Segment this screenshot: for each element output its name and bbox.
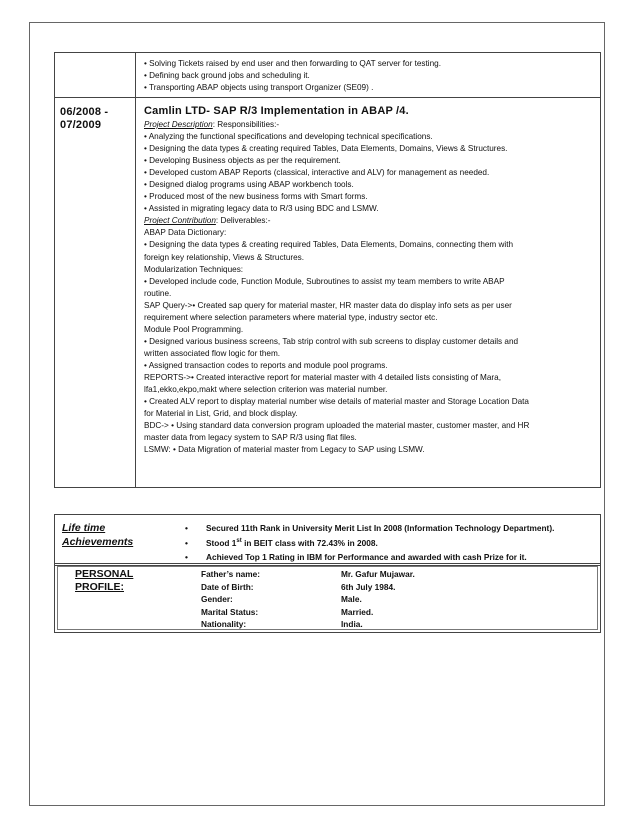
column-divider: [135, 53, 136, 487]
achievement-text-part: in BEIT class with 72.43% in 2008.: [241, 537, 378, 548]
personal-key: Nationality:: [201, 619, 247, 630]
personal-value: 6th July 1984.: [341, 581, 396, 592]
responsibility-item: • Assisted in migrating legacy data to R/3 using BDC and LSMW.: [144, 204, 379, 214]
achievement-text-part: Stood 1: [206, 537, 237, 548]
deliverable-line: master data from legacy system to SAP R/3 using flat files.: [144, 433, 357, 443]
project-date: [60, 106, 108, 132]
deliverable-line: written associated flow logic for them.: [144, 348, 281, 358]
row-divider: [55, 97, 600, 98]
deliverable-line: • Designed various business screens, Tab strip control with sub screens to display customer details and: [144, 336, 519, 346]
personal-profile-inner-border: [57, 566, 598, 630]
deliverable-line: • Developed include code, Function Module, Subroutines to assist my team members to write ABAP: [144, 276, 505, 286]
project-date-end: 07/2009: [60, 119, 102, 131]
personal-key: Father’s name:: [201, 569, 261, 579]
deliverable-line: REPORTS->• Created interactive report for material master with 4 detailed lists consisting of Mara,: [144, 372, 501, 382]
responsibility-item: • Analyzing the functional specifications and developing technical specifications.: [144, 132, 433, 142]
personal-label-line2: PROFILE:: [75, 580, 124, 593]
deliverable-line: • Created ALV report to display material number wise details of material master and Storage Location Data: [144, 397, 529, 407]
deliverable-line: for Material in List, Grid, and block display.: [144, 409, 298, 419]
deliverable-line: • Designing the data types & creating required Tables, Data Elements, Domains, connecting them with: [144, 240, 514, 250]
achievements-label-line1: Life time: [62, 522, 106, 534]
project-continued-cell: [144, 58, 596, 94]
project-date-start: 06/2008 -: [60, 106, 109, 118]
deliverable-line: SAP Query->• Created sap query for material master, HR master data do display info sets as per user: [144, 300, 512, 310]
responsibility-item: • Designed dialog programs using ABAP workbench tools.: [144, 180, 354, 190]
responsibility-item: • Produced most of the new business forms with Smart forms.: [144, 192, 368, 202]
achievements-list: [185, 521, 554, 565]
achievement-item: [185, 536, 554, 551]
achievement-item: [185, 521, 554, 536]
project-description-label: Project Description: [144, 120, 213, 129]
bullet-icon: •: [185, 552, 188, 562]
personal-value: India.: [341, 619, 363, 630]
responsibility-item: • Developed custom ABAP Reports (classical, interactive and ALV) for management as needed.: [144, 168, 490, 178]
bullet-icon: •: [185, 537, 188, 548]
project-description-heading: [144, 119, 596, 131]
personal-label-line1: PERSONAL: [75, 568, 134, 580]
project-continued-line: • Defining back ground jobs and scheduling it.: [144, 71, 310, 81]
deliverable-line: LSMW: • Data Migration of material master from Legacy to SAP using LSMW.: [144, 445, 425, 455]
personal-key: Date of Birth:: [201, 581, 254, 592]
personal-value: Mr. Gafur Mujawar.: [341, 569, 415, 579]
personal-key: Gender:: [201, 594, 233, 605]
project-table: [54, 52, 601, 488]
bullet-icon: •: [185, 523, 188, 533]
personal-value: Male.: [341, 594, 362, 605]
personal-value: Married.: [341, 606, 374, 617]
personal-key: Marital Status:: [201, 606, 259, 617]
project-contribution-heading: [144, 215, 596, 227]
deliverable-line: requirement where selection parameters where material type, industry sector etc.: [144, 312, 438, 322]
deliverable-line: lfa1,ekko,ekpo,makt where selection criterion was material number.: [144, 385, 388, 395]
project-description-rest: : Responsibilities:-: [212, 120, 280, 129]
project-title: Camlin LTD- SAP R/3 Implementation in ABAP /4.: [144, 105, 409, 117]
project-continued-line: • Transporting ABAP objects using transport Organizer (SE09) .: [144, 83, 374, 93]
deliverable-line: BDC-> • Using standard data conversion program uploaded the material master, customer master, and HR: [144, 421, 530, 431]
achievements-label: [62, 521, 133, 549]
project-details-cell: [144, 105, 596, 456]
deliverable-line: Modularization Techniques:: [144, 264, 244, 274]
deliverable-line: routine.: [144, 288, 172, 298]
responsibility-item: • Developing Business objects as per the requirement.: [144, 156, 341, 166]
deliverable-line: Module Pool Programming.: [144, 324, 244, 334]
achievements-label-line2: Achievements: [62, 536, 134, 548]
deliverable-line: foreign key relationship, Views & Structures.: [144, 252, 305, 262]
responsibility-item: • Designing the data types & creating required Tables, Data Elements, Domains, Views & Structures.: [144, 144, 508, 154]
personal-profile-section: [54, 563, 601, 633]
achievement-text: Secured 11th Rank in University Merit List In 2008 (Information Technology Department).: [206, 523, 555, 533]
achievement-text: Achieved Top 1 Rating in IBM for Performance and awarded with cash Prize for it.: [206, 552, 527, 562]
project-contribution-rest: : Deliverables:-: [215, 216, 271, 226]
project-contribution-label: Project Contribution: [144, 216, 216, 226]
deliverable-line: • Assigned transaction codes to reports and module pool programs.: [144, 360, 388, 370]
achievements-section: [54, 514, 601, 566]
deliverable-line: ABAP Data Dictionary:: [144, 228, 227, 238]
personal-profile-label: [75, 568, 133, 593]
project-continued-line: • Solving Tickets raised by end user and then forwarding to QAT server for testing.: [144, 59, 442, 68]
achievement-superscript: st: [236, 537, 242, 544]
